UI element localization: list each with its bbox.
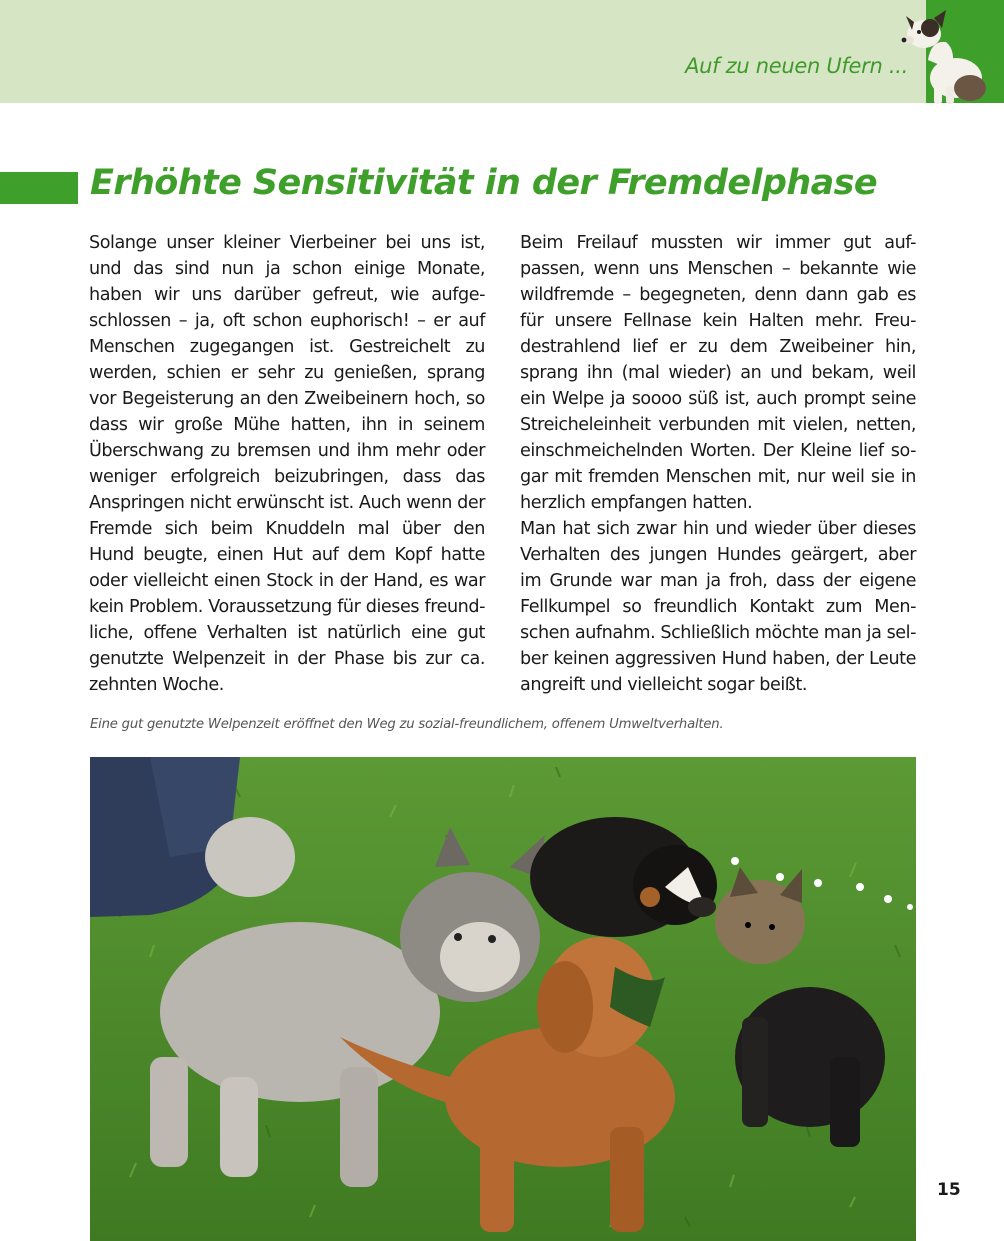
article-right-column <box>520 230 916 698</box>
page-heading: Erhöhte Sensitivität in der Fremdelphase <box>90 163 878 203</box>
header-band <box>0 0 928 103</box>
heading-accent-bar <box>0 172 78 204</box>
body-paragraph: Solange unser kleiner Vierbeiner bei uns ist, und das sind nun ja schon einige Monate, haben wir uns darüber gefreut, wie aufge-schlossen – ja, oft schon euphorisch! – er auf Menschen zugegangen ist. Gestreichelt zu werden, schien er sehr zu genießen, sprang vor Begeisterung an den Zweibeinern hoch, so dass wir große Mühe hatten, ihn in seinem Überschwang zu bremsen und ihm mehr oder weniger erfolgreich beizubringen, dass das Anspringen nicht erwünscht ist. Auch wenn der Fremde sich beim Knuddeln mal über den Hund beugte, einen Hut auf dem Kopf hatte oder vielleicht einen Stock in der Hand, es war kein Problem. Voraussetzung für dieses freund-liche, offene Verhalten ist natürlich eine gut genutzte Welpenzeit in der Phase bis zur ca. zehnten Woche. <box>89 233 485 695</box>
photo-caption: Eine gut genutzte Welpenzeit eröffnet den Weg zu sozial-freundlichem, offenem Umweltverhalten. <box>90 717 724 732</box>
body-paragraph: Beim Freilauf mussten wir immer gut auf-passen, wenn uns Menschen – bekannte wie wildfremde – begegneten, denn dann gab es für unsere Fellnase kein Halten mehr. Freu-destrahlend lief er zu dem Zweibeiner hin, sprang ihn (mal wieder) an und bekam, weil ein Welpe ja soooo süß ist, auch prompt seine Streicheleinheit verbunden mit vielen, netten, einschmeichelnden Worten. Der Kleine lief so-gar mit fremden Menschen mit, nur weil sie in herzlich empfangen hatten. <box>520 233 916 513</box>
page-number: 15 <box>937 1180 961 1200</box>
body-paragraph: Man hat sich zwar hin und wieder über dieses Verhalten des jungen Hundes geärgert, aber im Grunde war man ja froh, dass der eigene Fellkumpel so freundlich Kontakt zum Men-schen aufnahm. Schließlich möchte man ja sel-ber keinen aggressiven Hund haben, der Leute angreift und vielleicht sogar beißt. <box>520 519 916 695</box>
puppies-photo <box>90 757 916 1241</box>
puppies-photo-illustration <box>90 757 916 1241</box>
terrier-dog-icon <box>886 0 1004 105</box>
article-left-column <box>89 230 485 698</box>
section-title: Auf zu neuen Ufern ... <box>685 54 908 78</box>
